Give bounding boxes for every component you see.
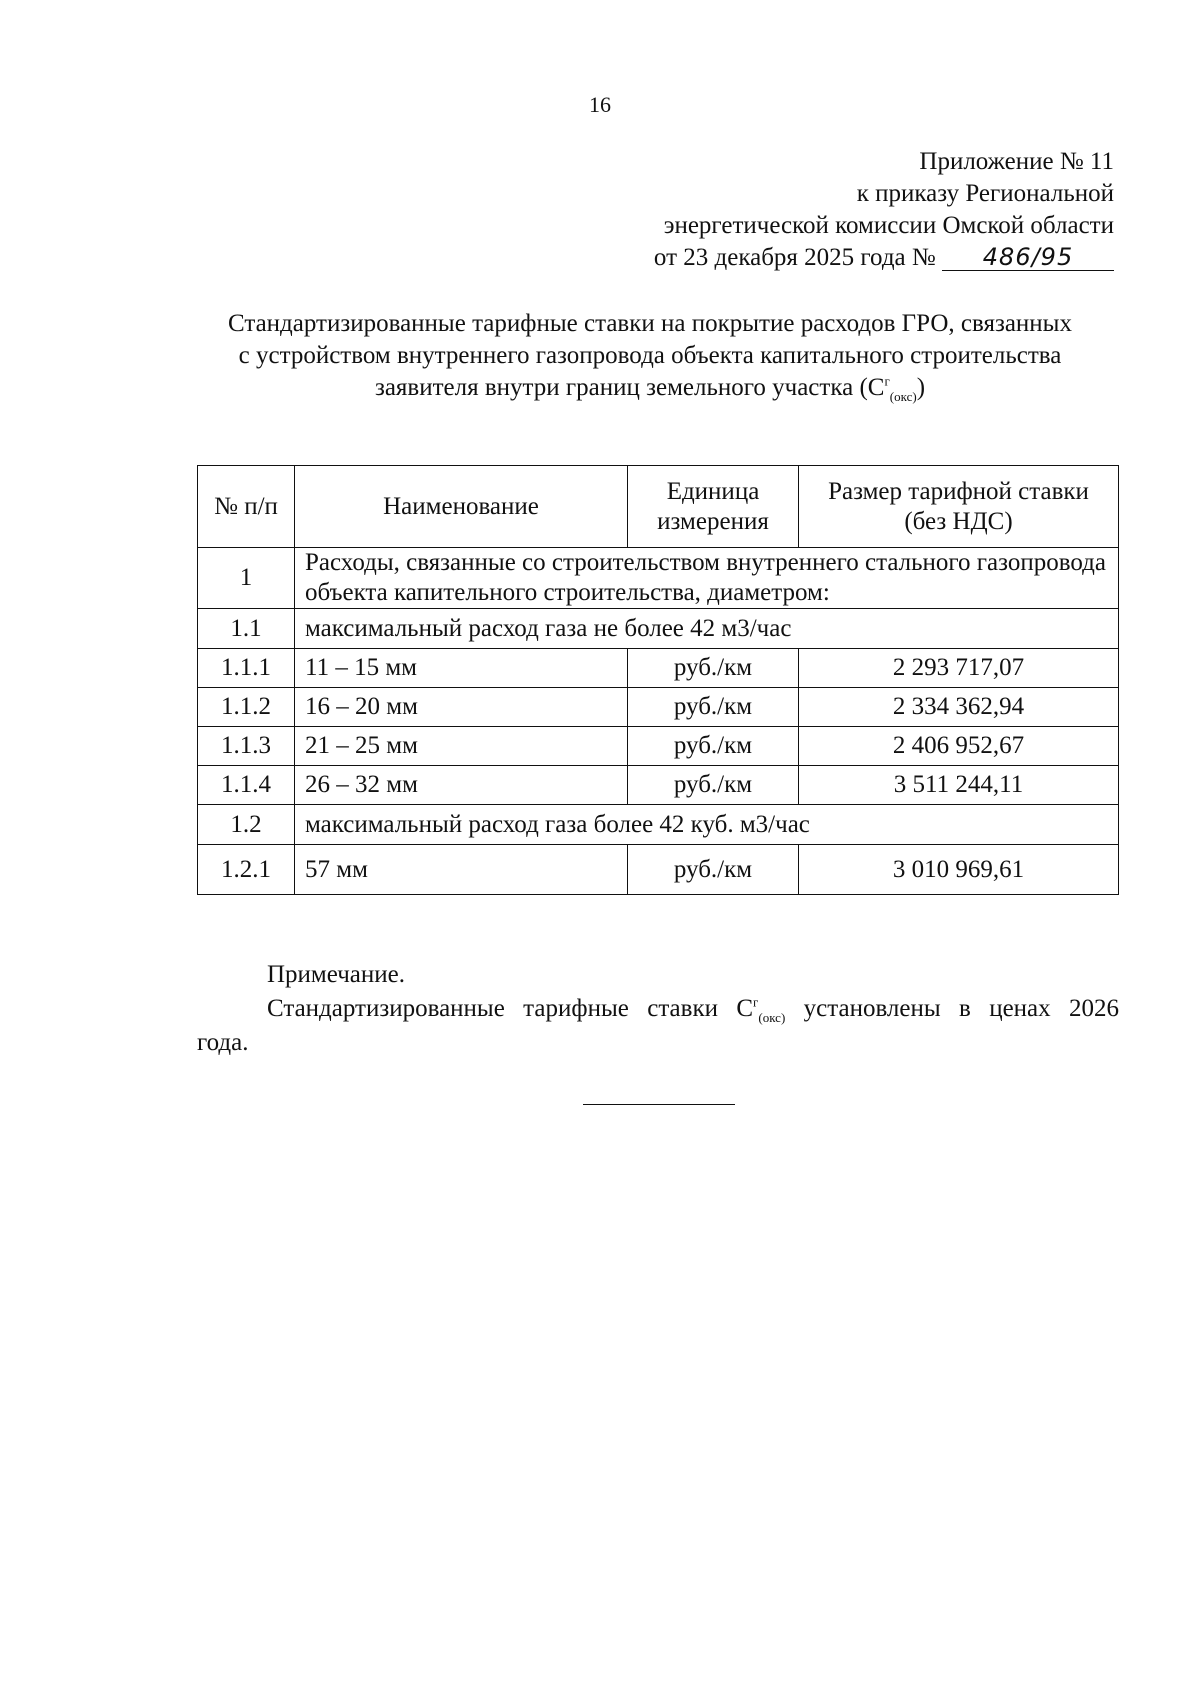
row-unit: руб./км <box>628 688 799 727</box>
row-name: 57 мм <box>295 845 628 895</box>
header-unit: Единица измерения <box>628 466 799 548</box>
section-num: 1.1 <box>198 609 295 649</box>
title-line-3-end: ) <box>916 374 926 401</box>
row-name: 11 – 15 мм <box>295 649 628 688</box>
appendix-line-4 <box>654 242 1114 274</box>
title-line-3-text: заявителя внутри границ земельного участка (С <box>374 374 885 401</box>
table-row <box>198 649 1119 688</box>
row-name: 16 – 20 мм <box>295 688 628 727</box>
row-num: 1.1.3 <box>198 727 295 766</box>
header-value: Размер тарифной ставки (без НДС) <box>799 466 1119 548</box>
note-sub: (окс) <box>758 1010 786 1025</box>
row-unit: руб./км <box>628 766 799 805</box>
section-title: максимальный расход газа не более 42 м3/час <box>295 609 1119 649</box>
row-value: 2 334 362,94 <box>799 688 1119 727</box>
row-value: 3 010 969,61 <box>799 845 1119 895</box>
page-number: 16 <box>589 92 611 117</box>
section-row <box>198 609 1119 649</box>
header-num: № п/п <box>198 466 295 548</box>
appendix-line-1: Приложение № 11 <box>919 148 1114 175</box>
note-text-start: Стандартизированные тарифные ставки С <box>267 995 754 1022</box>
title-line-1: Стандартизированные тарифные ставки на покрытие расходов ГРО, связанных <box>228 310 1072 337</box>
table-row <box>198 727 1119 766</box>
row-value: 2 406 952,67 <box>799 727 1119 766</box>
note-label: Примечание. <box>267 961 406 988</box>
title-line-2: с устройством внутреннего газопровода объекта капитального строительства <box>238 342 1062 369</box>
note-sup: г <box>753 994 759 1010</box>
appendix-date: от 23 декабря 2025 года № <box>653 244 936 271</box>
title-line-3 <box>180 372 1120 404</box>
section-row <box>198 805 1119 845</box>
title-sup: г <box>884 373 890 389</box>
row-value: 3 511 244,11 <box>799 766 1119 805</box>
note <box>197 958 1119 1060</box>
appendix-header <box>654 146 1114 274</box>
document-title <box>180 308 1120 404</box>
table-row <box>198 688 1119 727</box>
row-num: 1.1.4 <box>198 766 295 805</box>
group-row <box>198 548 1119 609</box>
title-sub: (окс) <box>889 389 917 404</box>
row-name: 21 – 25 мм <box>295 727 628 766</box>
note-text-end: установлены в ценах 2026 года. <box>197 995 1120 1056</box>
group-text: Расходы, связанные со строительством внутреннего стального газопровода объекта капительного строительства, диаметром: <box>295 548 1119 609</box>
group-num: 1 <box>198 548 295 609</box>
row-unit: руб./км <box>628 845 799 895</box>
note-text <box>197 992 1119 1060</box>
table-row <box>198 766 1119 805</box>
section-num: 1.2 <box>198 805 295 845</box>
appendix-line-3: энергетической комиссии Омской области <box>663 212 1114 239</box>
row-num: 1.2.1 <box>198 845 295 895</box>
tariff-table <box>197 465 1119 895</box>
appendix-line-2: к приказу Региональной <box>856 180 1114 207</box>
row-unit: руб./км <box>628 727 799 766</box>
end-divider <box>583 1104 735 1105</box>
header-name: Наименование <box>295 466 628 548</box>
row-unit: руб./км <box>628 649 799 688</box>
row-num: 1.1.2 <box>198 688 295 727</box>
row-num: 1.1.1 <box>198 649 295 688</box>
order-number: 486/95 <box>942 244 1114 271</box>
section-title: максимальный расход газа более 42 куб. м3/час <box>295 805 1119 845</box>
table-header-row <box>198 466 1119 548</box>
table-row <box>198 845 1119 895</box>
row-value: 2 293 717,07 <box>799 649 1119 688</box>
row-name: 26 – 32 мм <box>295 766 628 805</box>
